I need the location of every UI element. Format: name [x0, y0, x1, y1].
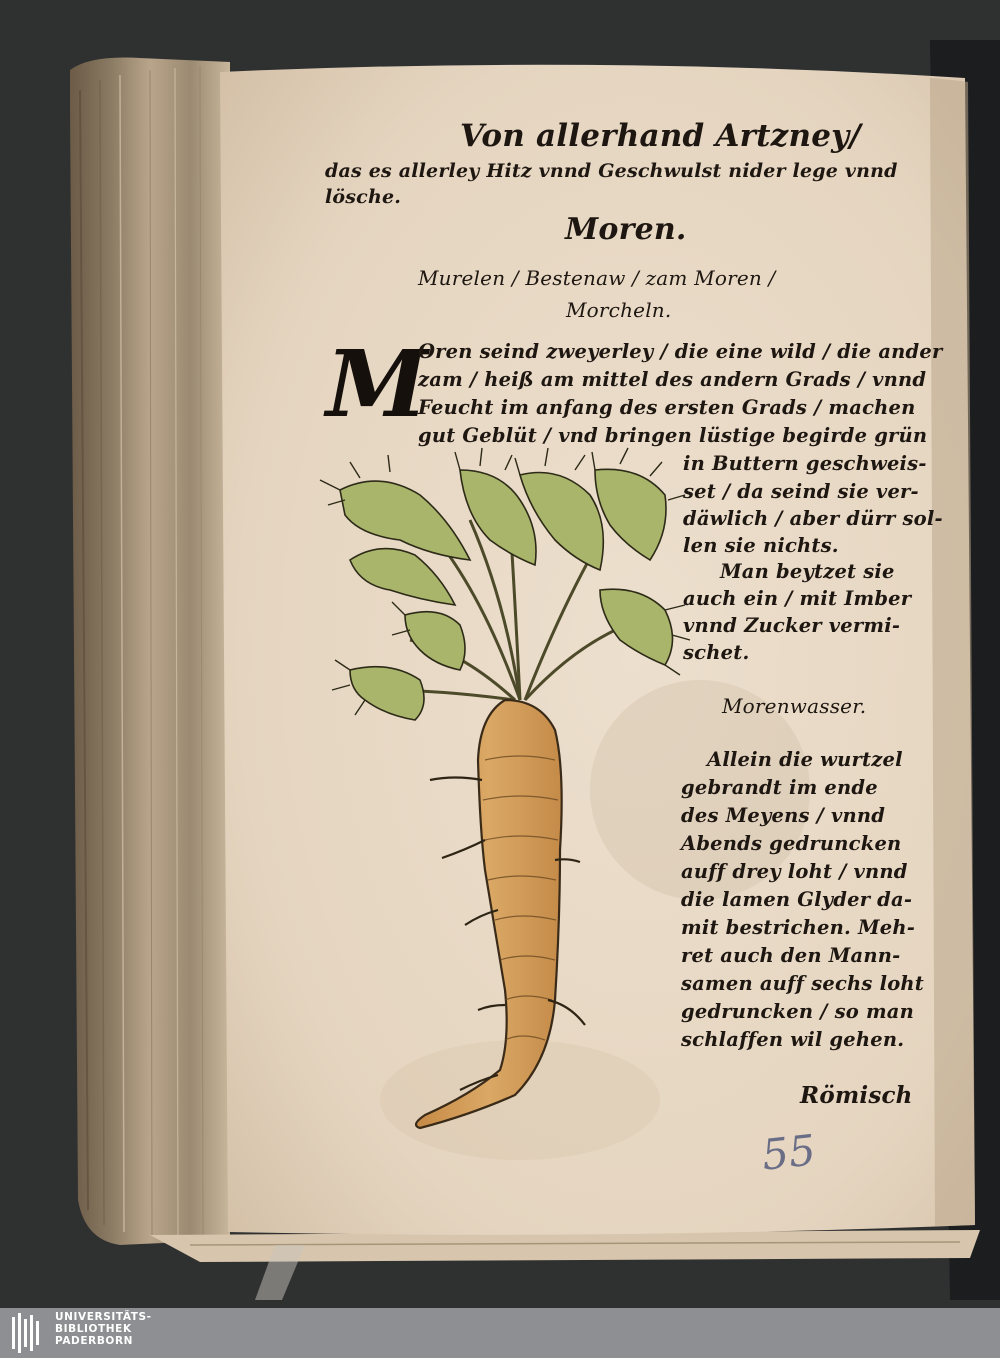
logo-text-line-3: PADERBORN: [55, 1335, 134, 1347]
body-line: mit bestrichen. Meh-: [681, 916, 916, 939]
body-line: schet.: [683, 641, 750, 664]
catchword: Römisch: [800, 1082, 913, 1109]
body-line: die lamen Glyder da-: [681, 888, 913, 911]
body-line: set / da seind sie ver-: [683, 480, 919, 503]
body-line: vnnd Zucker vermi-: [683, 614, 901, 637]
section-heading: Moren.: [565, 212, 687, 247]
body-line: gedruncken / so man: [681, 1000, 914, 1023]
body-line: auch ein / mit Imber: [683, 587, 912, 610]
initial-letter: M: [326, 330, 428, 438]
synonyms-line-1: Murelen / Bestenaw / zam Moren /: [418, 266, 776, 290]
logo-text-line-2: BIBLIOTHEK: [55, 1323, 132, 1335]
body-line: Oren seind zweyerley / die eine wild / die ander: [418, 340, 943, 363]
body-line: schlaffen wil gehen.: [681, 1028, 905, 1051]
body-line: Feucht im anfang des ersten Grads / machen: [418, 396, 916, 419]
body-line: Man beytzet sie: [720, 560, 895, 583]
subheading: Morenwasser.: [722, 694, 867, 718]
sub-line-1: das es allerley Hitz vnnd Geschwulst nider lege vnnd: [325, 160, 898, 182]
logo-text-line-1: UNIVERSITÄTS-: [55, 1311, 152, 1323]
body-line: däwlich / aber dürr sol-: [683, 507, 943, 530]
body-line: auff drey loht / vnnd: [681, 860, 908, 883]
running-head: Von allerhand Artzney/: [460, 118, 861, 154]
synonyms-line-2: Morcheln.: [566, 298, 672, 322]
body-line: zam / heiß am mittel des andern Grads / vnnd: [418, 368, 927, 391]
sub-line-2: lösche.: [325, 186, 402, 208]
body-line: samen auff sechs loht: [681, 972, 924, 995]
body-line: in Buttern geschweis-: [683, 452, 927, 475]
body-line: ret auch den Mann-: [681, 944, 901, 967]
body-line: Abends gedruncken: [681, 832, 902, 855]
body-line: len sie nichts.: [683, 534, 839, 557]
library-logo-icon: [10, 1311, 48, 1355]
body-line: Allein die wurtzel: [707, 748, 903, 771]
body-line: gebrandt im ende: [681, 776, 878, 799]
folio-number: 55: [759, 1125, 818, 1180]
body-line: gut Geblüt / vnd bringen lüstige begirde grün: [418, 424, 928, 447]
body-line: des Meyens / vnnd: [681, 804, 886, 827]
